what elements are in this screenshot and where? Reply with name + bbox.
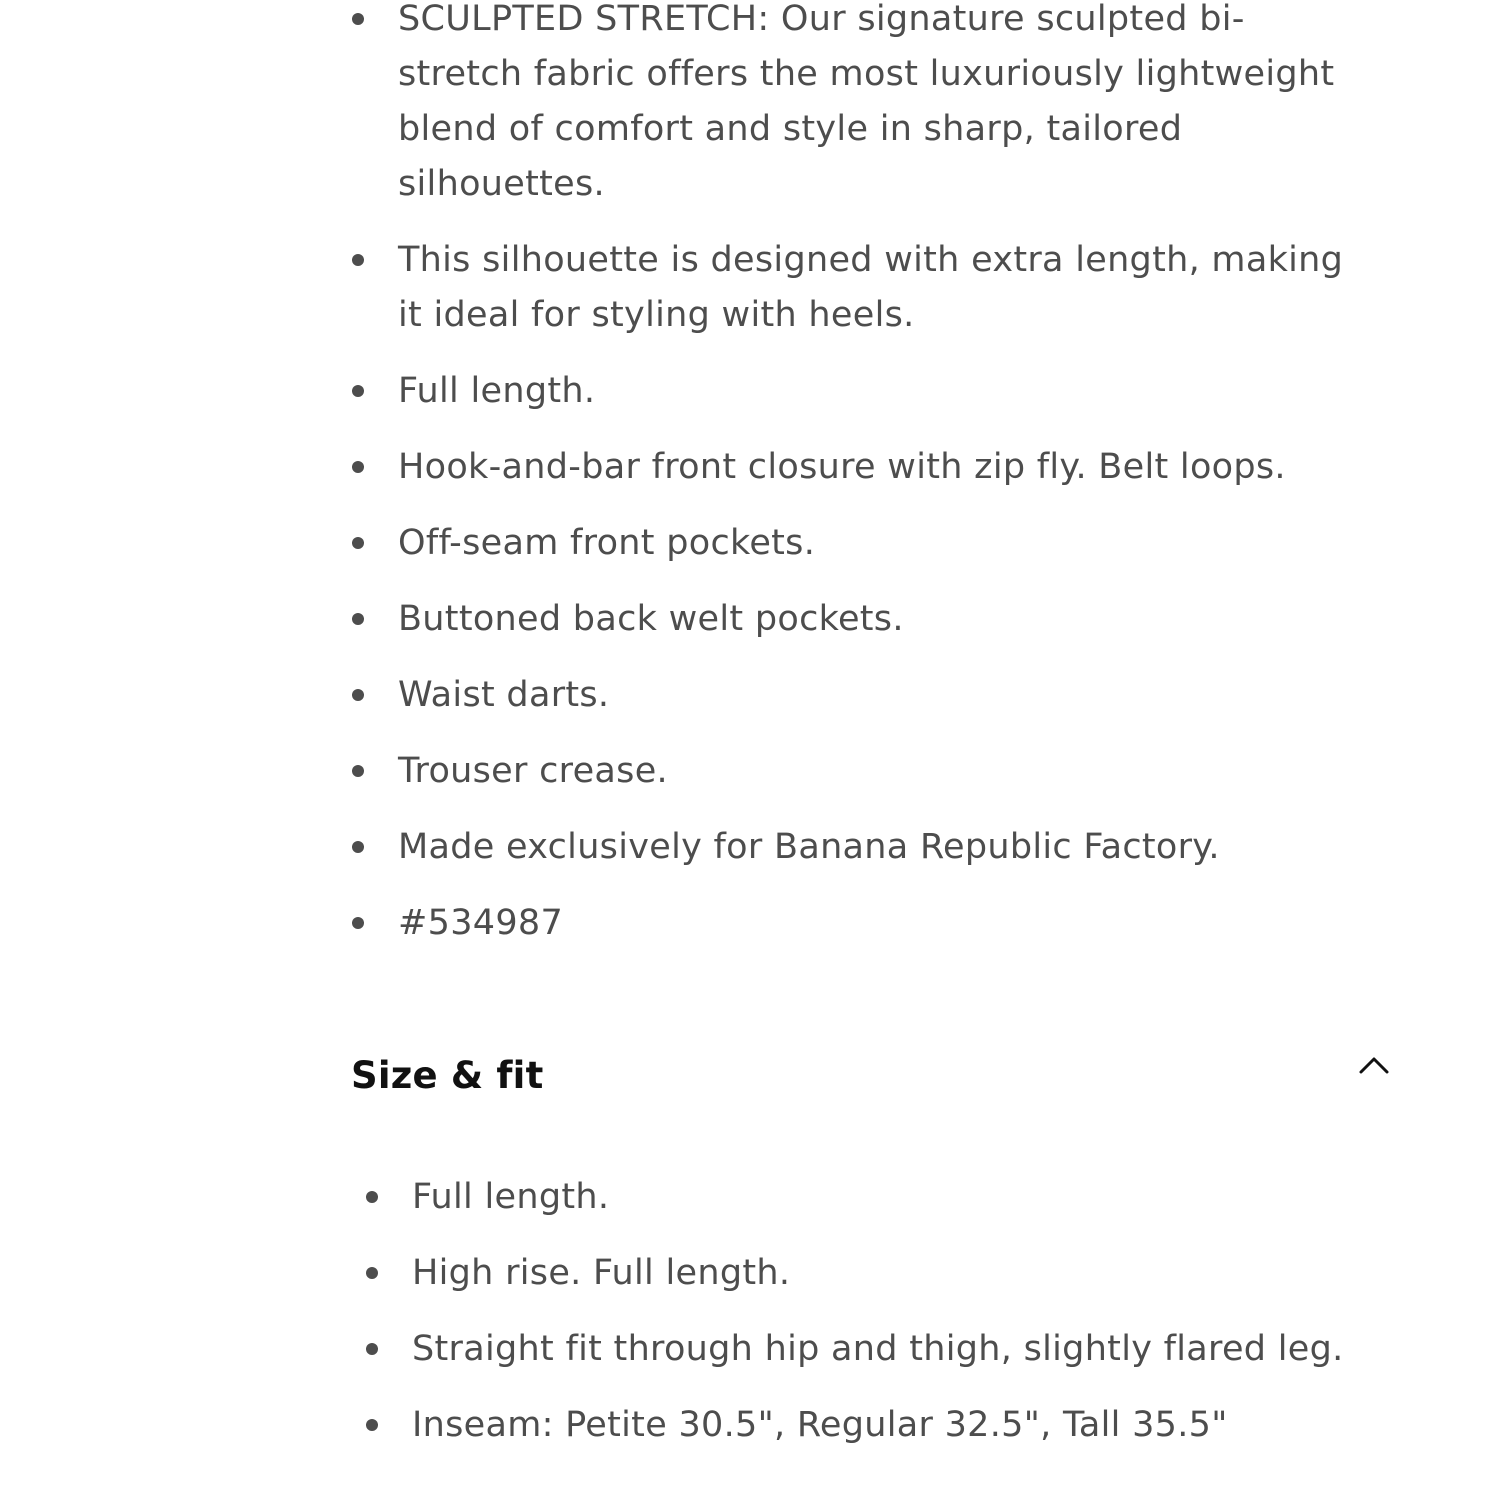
bullet-icon: [352, 13, 364, 25]
list-item: [398, 364, 1348, 419]
list-item-text: Trouser crease.: [398, 751, 668, 791]
list-item: [398, 820, 1348, 875]
list-item-text: SCULPTED STRETCH: Our signature sculpted bi-stretch fabric offers the most luxuriously lightweight blend of comfort and style in sharp, tailored silhouettes.: [398, 0, 1335, 204]
bullet-icon: [352, 537, 364, 549]
bullet-icon: [352, 917, 364, 929]
list-item: [398, 0, 1348, 212]
size-fit-title: Size & fit: [351, 1054, 544, 1097]
list-item: [412, 1398, 1372, 1453]
list-item-text: Waist darts.: [398, 675, 610, 715]
bullet-icon: [352, 689, 364, 701]
list-item-text: Straight fit through hip and thigh, slightly flared leg.: [412, 1329, 1344, 1369]
size-fit-accordion-header[interactable]: [351, 1050, 1396, 1110]
bullet-icon: [352, 461, 364, 473]
bullet-icon: [352, 385, 364, 397]
chevron-up-icon[interactable]: [1352, 1050, 1396, 1082]
list-item: [398, 668, 1348, 723]
bullet-icon: [352, 254, 364, 266]
list-item-text: #534987: [398, 903, 564, 943]
list-item: [398, 592, 1348, 647]
bullet-icon: [352, 841, 364, 853]
bullet-icon: [366, 1267, 378, 1279]
list-item-text: Made exclusively for Banana Republic Factory.: [398, 827, 1220, 867]
bullet-icon: [352, 765, 364, 777]
bullet-icon: [366, 1191, 378, 1203]
list-item-text: Full length.: [398, 371, 596, 411]
list-item: [398, 440, 1348, 495]
list-item: [398, 744, 1348, 799]
list-item-text: Full length.: [412, 1177, 610, 1217]
list-item-text: Hook-and-bar front closure with zip fly. Belt loops.: [398, 447, 1286, 487]
list-item: [412, 1322, 1372, 1377]
list-item-text: This silhouette is designed with extra length, making it ideal for styling with heels.: [398, 240, 1344, 335]
list-item: [398, 516, 1348, 571]
list-item: [398, 233, 1348, 343]
list-item: [398, 896, 1348, 951]
list-item: [412, 1170, 1372, 1225]
bullet-icon: [366, 1419, 378, 1431]
product-details-list: [398, 0, 1348, 972]
bullet-icon: [352, 613, 364, 625]
list-item-text: High rise. Full length.: [412, 1253, 791, 1293]
list-item: [412, 1246, 1372, 1301]
list-item-text: Off-seam front pockets.: [398, 523, 816, 563]
size-fit-list: [412, 1170, 1372, 1474]
list-item-text: Buttoned back welt pockets.: [398, 599, 904, 639]
list-item-text: Inseam: Petite 30.5", Regular 32.5", Tall 35.5": [412, 1405, 1228, 1445]
bullet-icon: [366, 1343, 378, 1355]
